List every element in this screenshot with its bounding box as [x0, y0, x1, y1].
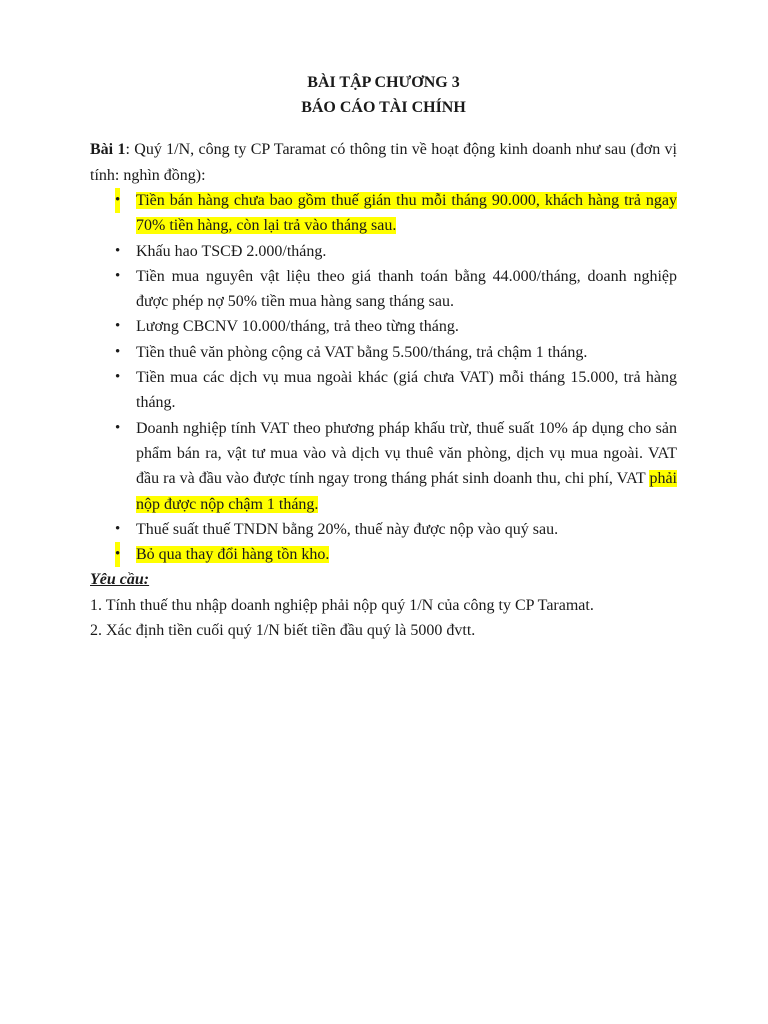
- list-item: [115, 365, 677, 416]
- list-item: [115, 416, 677, 517]
- title-block: [90, 70, 677, 120]
- list-item: [115, 314, 677, 339]
- list-item-text: Tiền bán hàng chưa bao gồm thuế gián thu mỗi tháng 90.000, khách hàng trả ngay 70% tiền hàng, còn lại trả vào tháng sau.: [136, 192, 677, 235]
- bullet-dot-icon: •: [115, 542, 120, 567]
- requirements-heading: Yêu cầu:: [90, 571, 150, 589]
- requirement-line: 2. Xác định tiền cuối quý 1/N biết tiền đầu quý là 5000 đvtt.: [90, 622, 476, 640]
- bullet-dot-icon: •: [115, 242, 121, 259]
- list-item-text: Tiền thuê văn phòng cộng cả VAT bằng 5.500/tháng, trả chậm 1 tháng.: [136, 343, 588, 361]
- bullet-dot-icon: •: [115, 520, 121, 537]
- list-item: [115, 542, 677, 567]
- requirement-line: 1. Tính thuế thu nhập doanh nghiệp phải nộp quý 1/N của công ty CP Taramat.: [90, 596, 594, 614]
- exercise-label: Bài 1: [90, 141, 126, 158]
- list-item: [115, 239, 677, 264]
- bullet-dot-icon: •: [115, 369, 121, 386]
- exercise-intro: [90, 137, 677, 188]
- bullet-dot-icon: •: [115, 267, 121, 284]
- bullet-dot-icon: •: [115, 318, 121, 335]
- list-item: [115, 188, 677, 239]
- list-item-text: Thuế suất thuế TNDN bằng 20%, thuế này được nộp vào quý sau.: [136, 520, 559, 538]
- list-item-text: Tiền mua các dịch vụ mua ngoài khác (giá chưa VAT) mỗi tháng 15.000, trả hàng tháng.: [136, 369, 677, 412]
- exercise-item-list: [90, 188, 677, 567]
- report-title: BÁO CÁO TÀI CHÍNH: [301, 99, 466, 116]
- highlighted-text: phải nộp được nộp chậm 1 tháng.: [136, 470, 677, 513]
- list-item: [115, 340, 677, 365]
- list-item-text: Khấu hao TSCĐ 2.000/tháng.: [136, 242, 327, 260]
- list-item-text: Lương CBCNV 10.000/tháng, trả theo từng tháng.: [136, 318, 459, 336]
- list-item: [115, 517, 677, 542]
- chapter-title: BÀI TẬP CHƯƠNG 3: [307, 74, 460, 91]
- list-item-text: Doanh nghiệp tính VAT theo phương pháp khấu trừ, thuế suất 10% áp dụng cho sản phẩm bán ra, vật tư mua vào và dịch vụ thuê văn phòng, dịch vụ mua ngoài. VAT đầu ra và đầu vào được tính ngay trong tháng phát sinh doanh thu, chi phí, VAT: [136, 419, 677, 488]
- bullet-dot-icon: •: [115, 343, 121, 360]
- bullet-dot-icon: •: [115, 419, 121, 436]
- exercise-intro-text: : Quý 1/N, công ty CP Taramat có thông tin về hoạt động kinh doanh như sau (đơn vị tính: nghìn đồng):: [90, 141, 677, 184]
- list-item-text: Bỏ qua thay đổi hàng tồn kho.: [136, 546, 330, 564]
- bullet-dot-icon: •: [115, 188, 120, 213]
- list-item-text: Tiền mua nguyên vật liệu theo giá thanh toán bằng 44.000/tháng, doanh nghiệp được phép nợ 50% tiền mua hàng sang tháng sau.: [136, 267, 677, 311]
- list-item: [115, 264, 677, 315]
